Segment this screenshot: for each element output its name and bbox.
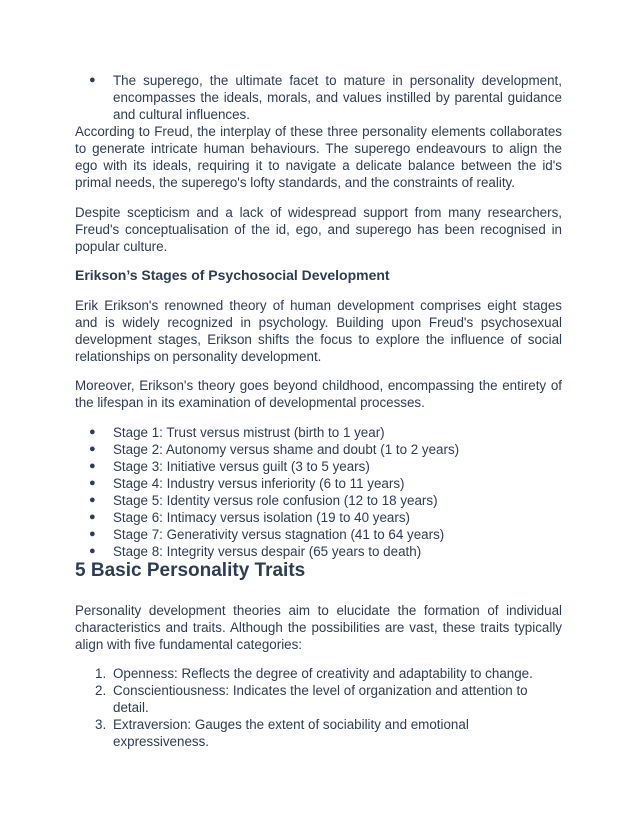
bullet-icon: ● [89,74,96,86]
list-item [75,509,562,526]
bullet-icon: ● [89,493,96,506]
bullet-icon: ● [89,425,96,438]
list-item [75,458,562,475]
erikson-intro-paragraph: Erik Erikson's renowned theory of human development comprises eight stages and is widely recognized in psychology. Building upon Freud's psychosexual development stages, Erikson shifts the focus to explore the influence of social relationships on personality development. [75,297,562,364]
list-item [75,475,562,492]
bullet-icon: ● [89,510,96,523]
bullet-icon: ● [89,544,96,557]
list-item [75,716,562,750]
bullet-icon: ● [89,442,96,455]
bullet-icon: ● [89,459,96,472]
bullet-icon: ● [89,476,96,489]
list-number: 2. [95,683,107,698]
list-item [75,424,562,441]
trait-text: Conscientiousness: Indicates the level of organization and attention to detail. [113,683,528,715]
list-item [75,72,562,123]
superego-bullet-text: The superego, the ultimate facet to mature in personality development, encompasses the ideals, morals, and values instilled by parental guidance and cultural influences. [113,73,562,122]
list-item [75,543,562,560]
traits-intro-paragraph: Personality development theories aim to elucidate the formation of individual characteristics and traits. Although the possibilities are vast, these traits typically align with five fundamental categories: [75,602,562,652]
stage-text: Stage 1: Trust versus mistrust (birth to 1 year) [113,424,385,440]
superego-bullet-list [75,72,562,123]
stage-text: Stage 4: Industry versus inferiority (6 to 11 years) [113,475,405,491]
list-item [75,665,562,682]
list-item [75,492,562,509]
list-item [75,682,562,716]
erikson-heading: Erikson’s Stages of Psychosocial Development [75,267,390,283]
list-number: 1. [95,666,107,681]
stage-text: Stage 2: Autonomy versus shame and doubt (1 to 2 years) [113,441,460,457]
list-item [75,441,562,458]
list-item [75,526,562,543]
scepticism-paragraph: Despite scepticism and a lack of widespread support from many researchers, Freud's conceptualisation of the id, ego, and superego has been recognised in popular culture. [75,204,562,254]
trait-text: Openness: Reflects the degree of creativity and adaptability to change. [113,666,533,681]
list-number: 3. [95,717,107,732]
stage-text: Stage 5: Identity versus role confusion (12 to 18 years) [113,492,438,508]
erikson-stage-list [75,424,562,560]
stage-text: Stage 8: Integrity versus despair (65 years to death) [113,543,422,559]
erikson-lifespan-paragraph: Moreover, Erikson's theory goes beyond childhood, encompassing the entirety of the lifespan in its examination of developmental processes. [75,378,562,410]
bullet-icon: ● [89,527,96,540]
traits-heading: 5 Basic Personality Traits [75,559,306,581]
stage-text: Stage 6: Intimacy versus isolation (19 to 40 years) [113,509,410,525]
trait-text: Extraversion: Gauges the extent of sociability and emotional expressiveness. [113,717,469,749]
freud-interplay-paragraph: According to Freud, the interplay of these three personality elements collaborates to generate intricate human behaviours. The superego endeavours to align the ego with its ideals, requiring it to navigate a delicate balance between the id's primal needs, the superego's lofty standards, and the constraints of reality. [75,124,562,190]
traits-list [75,665,562,750]
stage-text: Stage 3: Initiative versus guilt (3 to 5 years) [113,458,370,474]
stage-text: Stage 7: Generativity versus stagnation (41 to 64 years) [113,526,445,542]
